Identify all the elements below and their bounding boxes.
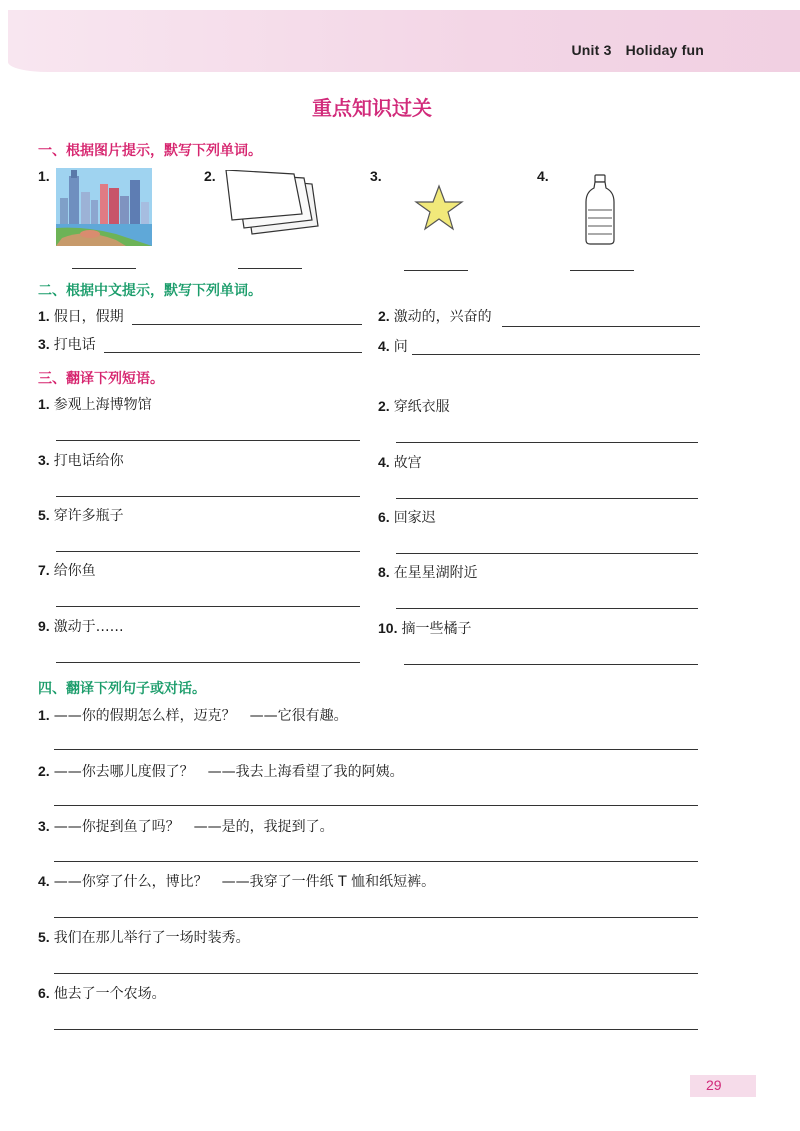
answer-blank[interactable]	[54, 749, 698, 750]
item-text: 打电话给你	[53, 453, 124, 469]
item-number: 3.	[38, 452, 50, 468]
sentence-item-4	[38, 871, 435, 891]
item-text: ——你捉到鱼了吗？ ——是的，我捉到了。	[53, 819, 334, 835]
answer-blank[interactable]	[56, 496, 360, 497]
header-band	[8, 10, 800, 72]
page-title: 重点知识过关	[312, 96, 432, 120]
answer-blank[interactable]	[396, 442, 698, 443]
answer-blank[interactable]	[54, 805, 698, 806]
item-number: 4.	[38, 873, 50, 889]
item-text: 他去了一个农场。	[53, 986, 166, 1002]
phrase-item-10	[378, 618, 471, 638]
star-icon	[414, 184, 464, 232]
phrase-item-1	[38, 394, 152, 414]
item-number: 6.	[378, 509, 390, 525]
section-4-heading: 四、翻译下列句子或对话。	[38, 681, 206, 697]
unit-header	[571, 42, 704, 58]
phrase-item-7	[38, 560, 96, 580]
item-number: 3.	[38, 336, 50, 352]
city-skyline-icon	[56, 168, 152, 246]
phrase-item-3	[38, 450, 124, 470]
item-text: 打电话	[53, 337, 96, 353]
answer-blank[interactable]	[104, 352, 362, 353]
answer-blank[interactable]	[54, 1029, 698, 1030]
word-item-2	[378, 306, 492, 326]
item-number: 3.	[370, 168, 382, 184]
item-text: 问	[393, 339, 408, 355]
item-text: 给你鱼	[53, 563, 96, 579]
item-number: 2.	[204, 168, 216, 184]
word-item-4	[378, 336, 408, 356]
page-number-box	[690, 1075, 756, 1097]
item-number: 4.	[378, 338, 390, 354]
item-number: 8.	[378, 564, 390, 580]
answer-blank[interactable]	[72, 268, 136, 269]
sentence-item-5	[38, 927, 250, 947]
item-text: 故宫	[393, 455, 422, 471]
page-number: 29	[706, 1077, 722, 1093]
item-text: 激动的，兴奋的	[393, 309, 492, 325]
item-number: 2.	[378, 398, 390, 414]
item-text: ——你去哪儿度假了？ ——我去上海看望了我的阿姨。	[53, 764, 404, 780]
item-number: 3.	[38, 818, 50, 834]
item-number: 1.	[38, 168, 50, 184]
answer-blank[interactable]	[56, 551, 360, 552]
answer-blank[interactable]	[412, 354, 700, 355]
phrase-item-9	[38, 616, 124, 636]
item-number: 4.	[537, 168, 549, 184]
phrase-item-8	[378, 562, 478, 582]
answer-blank[interactable]	[54, 973, 698, 974]
section-2-heading: 二、根据中文提示，默写下列单词。	[38, 283, 262, 299]
unit-number: Unit 3	[571, 42, 612, 58]
sentence-item-3	[38, 816, 334, 836]
answer-blank[interactable]	[404, 664, 698, 665]
item-number: 1.	[38, 308, 50, 324]
sentence-item-1	[38, 705, 348, 725]
answer-blank[interactable]	[502, 326, 700, 327]
answer-blank[interactable]	[404, 270, 468, 271]
item-text: 在星星湖附近	[393, 565, 478, 581]
answer-blank[interactable]	[396, 498, 698, 499]
answer-blank[interactable]	[54, 861, 698, 862]
item-number: 7.	[38, 562, 50, 578]
phrase-item-5	[38, 505, 124, 525]
item-text: 摘一些橘子	[401, 621, 472, 637]
item-text: 穿许多瓶子	[53, 508, 124, 524]
item-text: 穿纸衣服	[393, 399, 450, 415]
item-text: 回家迟	[393, 510, 436, 526]
section-1-heading: 一、根据图片提示，默写下列单词。	[38, 143, 262, 159]
phrase-item-2	[378, 396, 450, 416]
item-text: 参观上海博物馆	[53, 397, 152, 413]
answer-blank[interactable]	[56, 606, 360, 607]
item-text: 激动于……	[53, 619, 124, 635]
answer-blank[interactable]	[396, 608, 698, 609]
answer-blank[interactable]	[396, 553, 698, 554]
item-number: 10.	[378, 620, 398, 636]
item-number: 1.	[38, 396, 50, 412]
answer-blank[interactable]	[56, 662, 360, 663]
item-number: 2.	[38, 763, 50, 779]
bottle-icon	[583, 174, 617, 246]
paper-sheets-icon	[222, 170, 322, 244]
unit-title: Holiday fun	[625, 42, 704, 58]
item-text: ——你穿了什么，博比？ ——我穿了一件纸 T 恤和纸短裤。	[53, 874, 436, 890]
word-item-1	[38, 306, 124, 326]
item-number: 2.	[378, 308, 390, 324]
phrase-item-4	[378, 452, 422, 472]
item-text: ——你的假期怎么样，迈克？ ——它很有趣。	[53, 708, 348, 724]
item-number: 1.	[38, 707, 50, 723]
answer-blank[interactable]	[570, 270, 634, 271]
answer-blank[interactable]	[238, 268, 302, 269]
sentence-item-6	[38, 983, 166, 1003]
item-text: 假日，假期	[53, 309, 124, 325]
item-number: 4.	[378, 454, 390, 470]
word-item-3	[38, 334, 96, 354]
item-number: 5.	[38, 929, 50, 945]
item-number: 6.	[38, 985, 50, 1001]
item-number: 5.	[38, 507, 50, 523]
section-3-heading: 三、翻译下列短语。	[38, 371, 164, 387]
item-number: 9.	[38, 618, 50, 634]
answer-blank[interactable]	[54, 917, 698, 918]
sentence-item-2	[38, 761, 404, 781]
answer-blank[interactable]	[56, 440, 360, 441]
answer-blank[interactable]	[132, 324, 362, 325]
item-text: 我们在那儿举行了一场时装秀。	[53, 930, 250, 946]
phrase-item-6	[378, 507, 436, 527]
